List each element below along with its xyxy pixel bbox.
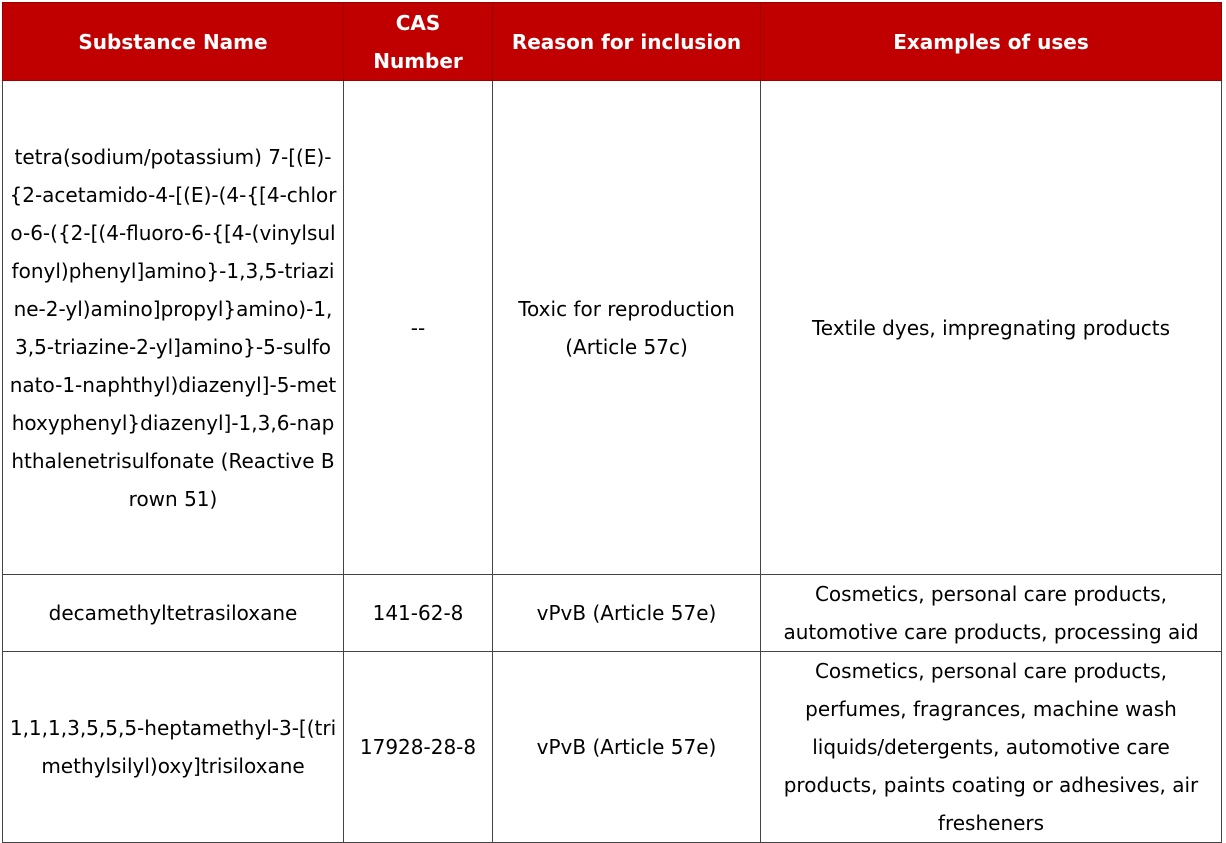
cas-number-cell: 17928-28-8 (344, 652, 493, 843)
uses-cell: Textile dyes, impregnating products (761, 81, 1222, 575)
table-row (3, 575, 1222, 652)
header-row (3, 3, 1222, 81)
table-row (3, 652, 1222, 843)
reason-cell: vPvB (Article 57e) (493, 652, 761, 843)
table-row (3, 81, 1222, 575)
substance-name-cell: tetra(sodium/potassium) 7-[(E)-{2-acetamido-4-[(E)-(4-{[4-chloro-6-({2-[(4-fluoro-6-{[4-(vinylsulfonyl)phenyl]amino}-1,3,5-triazine-2-yl)amino]propyl}amino)-1,3,5-triazine-2-yl]amino}-5-sulfonato-1-naphthyl)diazenyl]-5-methoxyphenyl}diazenyl]-1,3,6-naphthalenetrisulfonate (Reactive Brown 51) (3, 81, 344, 575)
reason-cell: Toxic for reproduction (Article 57c) (493, 81, 761, 575)
header-substance-name: Substance Name (3, 3, 344, 81)
header-uses: Examples of uses (761, 3, 1222, 81)
header-cas-number: CAS Number (344, 3, 493, 81)
header-reason: Reason for inclusion (493, 3, 761, 81)
uses-cell: Cosmetics, personal care products, perfumes, fragrances, machine wash liquids/detergents, automotive care products, paints coating or adhesives, air fresheners (761, 652, 1222, 843)
substances-table (2, 2, 1222, 843)
substance-name-cell: decamethyltetrasiloxane (3, 575, 344, 652)
reason-cell: vPvB (Article 57e) (493, 575, 761, 652)
substance-name-cell: 1,1,1,3,5,5,5-heptamethyl-3-[(trimethylsilyl)oxy]trisiloxane (3, 652, 344, 843)
cas-number-cell: -- (344, 81, 493, 575)
cas-number-cell: 141-62-8 (344, 575, 493, 652)
uses-cell: Cosmetics, personal care products, automotive care products, processing aid (761, 575, 1222, 652)
